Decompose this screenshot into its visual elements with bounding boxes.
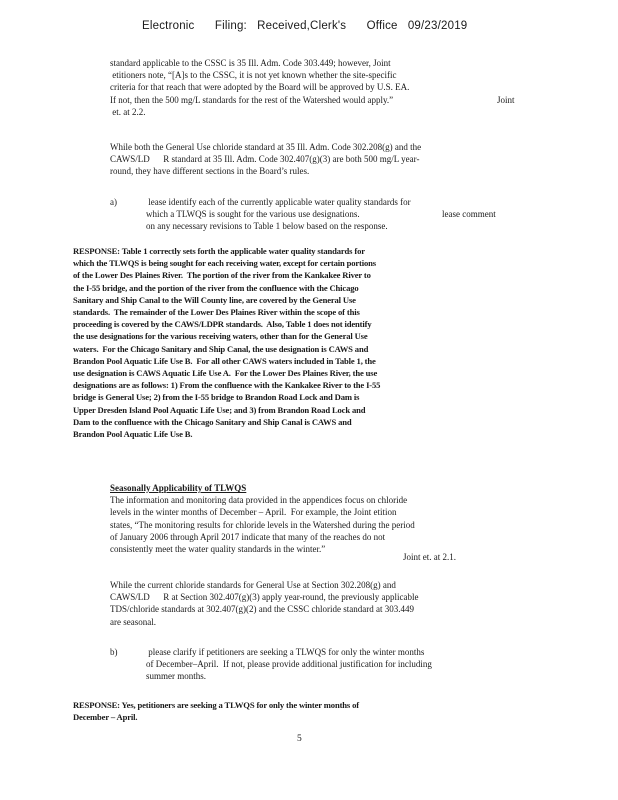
question-line: summer months.	[146, 671, 206, 682]
intro-citation-right: Joint	[497, 94, 515, 105]
seasonal-standards-paragraph	[110, 579, 530, 628]
response-line: of the Lower Des Plaines River. The portion of the river from the Kankakee River to	[73, 270, 371, 281]
intro-line: etitioners note, “[A]s to the CSSC, it is not yet known whether the site-specific	[110, 70, 397, 81]
response-line: the I-55 bridge, and the portion of the river from the confluence with the Chicago	[73, 282, 359, 293]
paragraph-line: While the current chloride standards for General Use at Section 302.208(g) and	[110, 580, 396, 590]
paragraph-line: While both the General Use chloride standard at 35 Ill. Adm. Code 302.208(g) and the	[110, 142, 422, 152]
paragraph-line: are seasonal.	[110, 616, 156, 627]
seasonal-line: of January 2006 through April 2017 indicate that many of the reaches do not	[110, 531, 386, 542]
filing-header: Electronic Filing: Received,Clerk's Office 09/23/2019	[142, 20, 468, 32]
seasonal-section	[110, 482, 530, 555]
paragraph-line: CAWS/LD R standard at 35 Ill. Adm. Code 302.407(g)(3) are both 500 mg/L year-	[110, 154, 420, 165]
intro-paragraph	[110, 57, 530, 118]
seasonal-line: The information and monitoring data provided in the appendices focus on chloride	[110, 495, 408, 506]
response-line: RESPONSE: Table 1 correctly sets forth the applicable water quality standards for	[73, 246, 365, 256]
paragraph-line: round, they have different sections in the Board’s rules.	[110, 166, 310, 177]
response-line: standards. The remainder of the Lower Des Plaines River within the scope of this	[73, 307, 360, 318]
intro-line: standard applicable to the CSSC is 35 Ill. Adm. Code 303.449; however, Joint	[110, 58, 391, 68]
response-line: which the TLWQS is being sought for each receiving water, except for certain portions	[73, 258, 376, 269]
response-line: December – April.	[73, 712, 138, 723]
response-1	[73, 245, 473, 440]
response-line: Sanitary and Ship Canal to the Will County line, are covered by the General Use	[73, 294, 356, 305]
response-line: Dam to the confluence with the Chicago Sanitary and Ship Canal is CAWS and	[73, 416, 352, 427]
section-heading: Seasonally Applicability of TLWQS	[110, 483, 247, 493]
question-line: lease identify each of the currently applicable water quality standards for	[146, 197, 411, 207]
response-line: designations are as follows: 1) From the confluence with the Kankakee River to the I-55	[73, 380, 381, 391]
response-2	[73, 699, 453, 723]
response-line: Upper Dresden Island Pool Aquatic Life Use; and 3) from Brandon Road Lock and	[73, 404, 366, 415]
question-a-right: lease comment	[442, 209, 496, 220]
question-a-label: a)	[110, 197, 117, 207]
standards-paragraph	[110, 141, 530, 178]
question-line: which a TLWQS is sought for the various use designations.	[146, 209, 360, 220]
response-line: use designation is CAWS Aquatic Life Use A. For the Lower Des Plaines River, the use	[73, 368, 378, 379]
question-line: please clarify if petitioners are seeking a TLWQS for only the winter months	[146, 647, 425, 657]
intro-citation: et. at 2.2.	[110, 106, 146, 117]
response-line: RESPONSE: Yes, petitioners are seeking a TLWQS for only the winter months of	[73, 700, 359, 710]
seasonal-line: levels in the winter months of December – April. For example, the Joint etition	[110, 507, 397, 518]
response-line: Brandon Pool Aquatic Life Use B.	[73, 429, 193, 440]
seasonal-line: consistently meet the water quality standards in the winter.”	[110, 544, 326, 555]
response-line: waters. For the Chicago Sanitary and Ship Canal, the use designation is CAWS and	[73, 343, 369, 354]
page-number: 5	[297, 734, 302, 744]
paragraph-line: TDS/chloride standards at 302.407(g)(2) and the CSSC chloride standard at 303.449	[110, 604, 414, 615]
paragraph-line: CAWS/LD R at Section 302.407(g)(3) apply year-round, the previously applicable	[110, 592, 419, 603]
question-line: of December–April. If not, please provide additional justification for including	[146, 659, 432, 670]
intro-line: If not, then the 500 mg/L standards for the rest of the Watershed would apply.”	[110, 94, 394, 105]
response-line: proceeding is covered by the CAWS/LDPR standards. Also, Table 1 does not identify	[73, 319, 372, 330]
intro-line: criteria for that reach that were adopted by the Board will be approved by U.S. EA.	[110, 82, 410, 93]
question-line: on any necessary revisions to Table 1 below based on the response.	[146, 221, 388, 232]
response-line: the use designations for the various receiving waters, other than for the General Use	[73, 331, 368, 342]
response-line: bridge is General Use; 2) from the I-55 bridge to Brandon Road Lock and Dam is	[73, 392, 360, 403]
question-b-label: b)	[110, 647, 118, 657]
seasonal-line: states, “The monitoring results for chloride levels in the Watershed during the period	[110, 519, 415, 530]
seasonal-citation: Joint et. at 2.1.	[403, 551, 456, 562]
question-b	[146, 646, 486, 683]
response-line: Brandon Pool Aquatic Life Use B. For all other CAWS waters included in Table 1, the	[73, 355, 376, 366]
